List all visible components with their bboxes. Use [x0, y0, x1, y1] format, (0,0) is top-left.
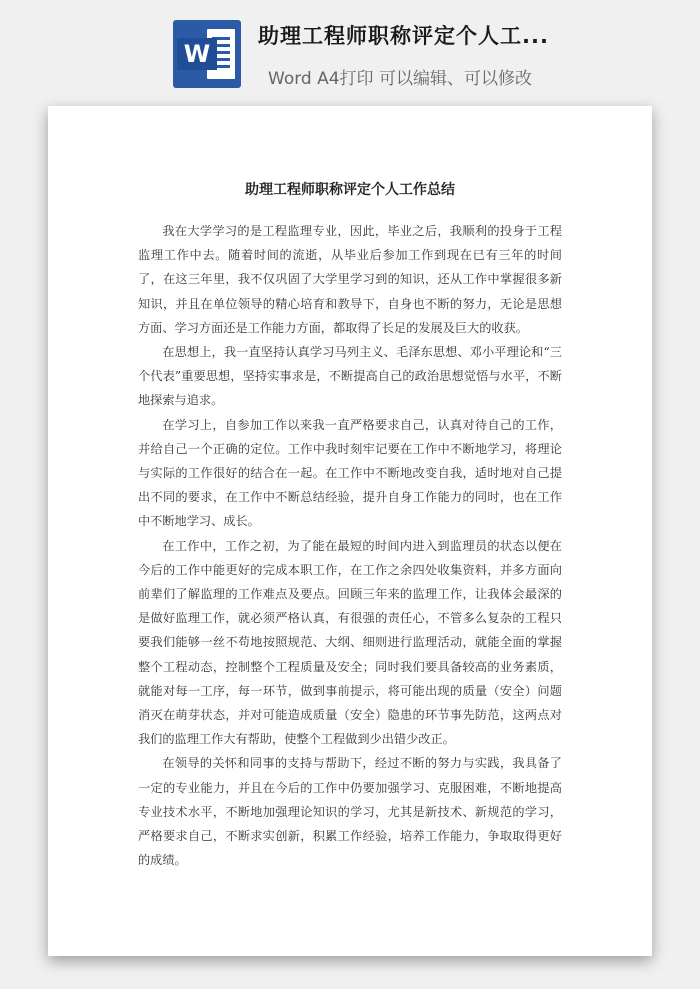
preview-header — [0, 0, 700, 100]
word-icon — [173, 20, 241, 88]
word-icon-letter: W — [177, 38, 217, 70]
document-page — [48, 106, 652, 956]
paragraph-study: 在学习上，自参加工作以来我一直严格要求自己，认真对待自己的工作，并给自己一个正确的定位。工作中我时刻牢记要在工作中不断地学习，将理论与实际的工作很好的结合在一起。在工作中不断地改变自我，适时地对自己提出不同的要求，在工作中不断总结经验，提升自身工作能力的同时，也在工作中不断地学习、成长。 — [138, 417, 562, 529]
page-title: 助理工程师职称评定个人工作总结 — [245, 182, 455, 198]
paragraph-work: 在工作中，工作之初，为了能在最短的时间内进入到监理员的状态以便在今后的工作中能更好的完成本职工作，在工作之余四处收集资料，并多方面向前辈们了解监理的工作难点及要点。回顾三年来的监理工作，让我体会最深的是做好监理工作，就必须严格认真，有很强的责任心，不管多么复杂的工程只要我们能够一丝不苟地按照规范、大纲、细则进行监理活动，就能全面的掌握整个工程动态，控制整个工程质量及安全；同时我们要具备较高的业务素质，就能对每一工序，每一环节，做到事前提示，将可能出现的质量（安全）问题消灭在萌芽状态，并对可能造成质量（安全）隐患的环节事先防范，这两点对我们的监理工作大有帮助，使整个工程做到少出错少改正。 — [138, 538, 562, 747]
paragraph-ideology: 在思想上，我一直坚持认真学习马列主义、毛泽东思想、邓小平理论和“三个代表”重要思想，坚持实事求是，不断提高自己的政治思想觉悟与水平，不断地探索与追求。 — [138, 345, 562, 408]
document-subtitle: Word A4打印 可以编辑、可以修改 — [268, 69, 532, 89]
paragraph-conclusion: 在领导的关怀和同事的支持与帮助下，经过不断的努力与实践，我具备了一定的专业能力，并且在今后的工作中仍要加强学习、克服困难，不断地提高专业技术水平，不断地加强理论知识的学习，尤其是新技术、新规范的学习，严格要求自己，不断求实创新，积累工作经验，培养工作能力，争取取得更好的成绩。 — [138, 756, 562, 868]
document-title-heading: 助理工程师职称评定个人工... — [258, 24, 549, 48]
paragraph-intro: 我在大学学习的是工程监理专业，因此，毕业之后，我顺利的投身于工程监理工作中去。随着时间的流逝，从毕业后参加工作到现在已有三年的时间了，在这三年里，我不仅巩固了大学里学习到的知识，还从工作中掌握很多新知识，并且在单位领导的精心培育和教导下，自身也不断的努力，无论是思想方面、学习方面还是工作能力方面，都取得了长足的发展及巨大的收获。 — [138, 224, 562, 335]
